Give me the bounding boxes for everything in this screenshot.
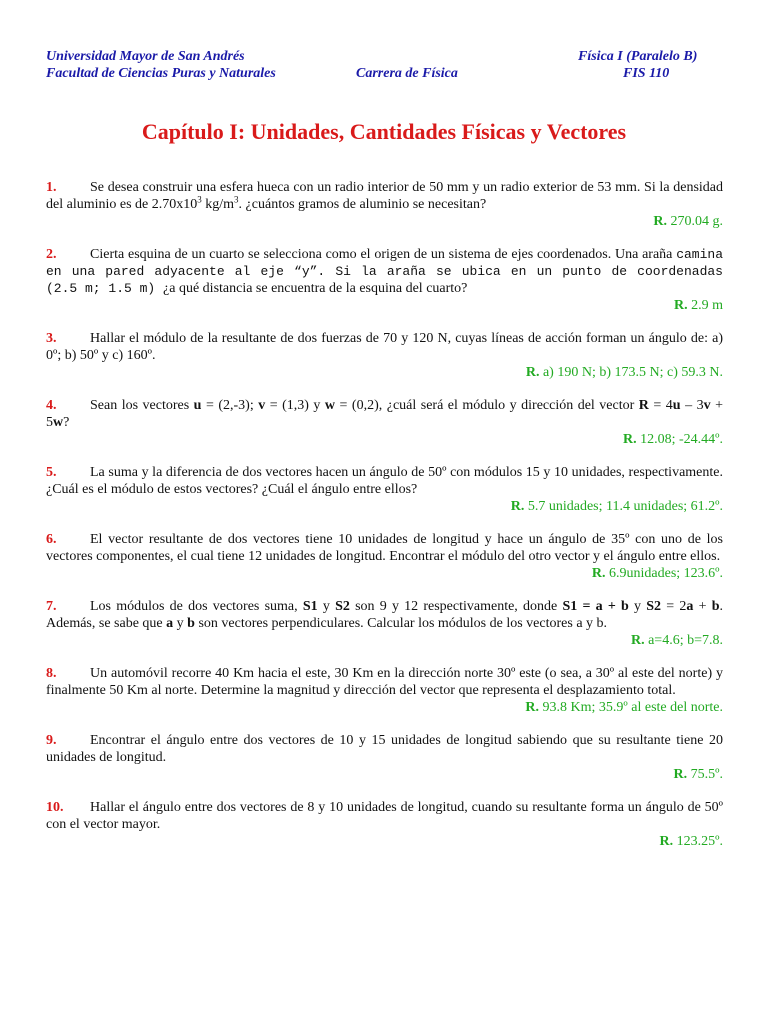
problem-text xyxy=(46,799,723,833)
answer-label: R. xyxy=(673,767,688,782)
problem-text-part: y xyxy=(173,616,188,631)
problem-8 xyxy=(46,665,723,716)
vector-equation: S1 = a + b xyxy=(562,599,629,614)
vector-symbol: v xyxy=(258,398,266,413)
problem-text-part: = (0,2), ¿cuál será el módulo y dirección del vector xyxy=(335,398,639,413)
problem-answer xyxy=(46,565,723,582)
problem-text-part: = (1,3) y xyxy=(265,398,325,413)
problem-6 xyxy=(46,531,723,582)
answer-value: 93.8 Km; 35.9º al este del norte. xyxy=(542,700,723,715)
problem-text xyxy=(46,665,723,699)
problem-number: 3. xyxy=(46,331,57,346)
problem-text-part: camina en una pared adyacente al eje “y”. Si la araña se ubica en un punto de coordenadas (2.5 m; 1.5 m) xyxy=(46,247,723,296)
vector-symbol: a xyxy=(166,616,174,631)
answer-label: R. xyxy=(653,214,667,229)
problem-answer xyxy=(46,766,723,783)
vector-symbol: R xyxy=(638,398,649,413)
answer-label: R. xyxy=(591,566,606,581)
answer-value: 75.5º. xyxy=(690,767,723,782)
answer-label: R. xyxy=(525,700,540,715)
problem-number: 6. xyxy=(46,532,57,547)
problem-list xyxy=(46,179,723,866)
problem-number: 2. xyxy=(46,247,57,262)
problem-text xyxy=(46,598,723,632)
problem-text xyxy=(46,330,723,364)
problem-answer xyxy=(46,364,723,381)
answer-value: 6.9unidades; 123.6º. xyxy=(609,566,723,581)
problem-answer xyxy=(46,498,723,515)
problem-text-part: kg/m xyxy=(201,197,235,212)
problem-text-part: = 2 xyxy=(661,599,687,614)
problem-answer xyxy=(46,699,723,716)
answer-value: a=4.6; b=7.8. xyxy=(648,633,723,648)
problem-text-part: . Además, se sabe que xyxy=(46,599,723,631)
answer-value: a) 190 N; b) 173.5 N; c) 59.3 N. xyxy=(542,365,723,380)
problem-text-part: = (2,-3); xyxy=(201,398,259,413)
answer-value: 270.04 g. xyxy=(670,214,723,229)
problem-text-part: y xyxy=(317,599,336,614)
answer-label: R. xyxy=(622,432,637,447)
header-career: Carrera de Física xyxy=(356,66,458,81)
problem-answer xyxy=(46,833,723,850)
problem-answer xyxy=(46,431,723,448)
vector-symbol: u xyxy=(193,398,202,413)
answer-value: 5.7 unidades; 11.4 unidades; 61.2º. xyxy=(527,499,723,514)
problem-9 xyxy=(46,732,723,783)
problem-text-part: y xyxy=(628,599,647,614)
header-university: Universidad Mayor de San Andrés xyxy=(46,49,245,64)
problem-text-part: – 3 xyxy=(680,398,704,413)
problem-number: 9. xyxy=(46,733,57,748)
answer-value: 123.25º. xyxy=(676,834,723,849)
problem-text-part: Se desea construir una esfera hueca con un radio interior de 50 mm y un radio exterior de 53 mm. Si la densidad del aluminio es de 2.70x10 xyxy=(46,180,723,212)
problem-answer xyxy=(46,213,723,230)
problem-text-part: ? xyxy=(63,415,70,430)
vector-symbol: u xyxy=(672,398,681,413)
problem-answer xyxy=(46,632,723,649)
problem-10 xyxy=(46,799,723,850)
superscript: 3 xyxy=(197,194,202,205)
problem-text-part: . ¿cuántos gramos de aluminio se necesitan? xyxy=(238,197,487,212)
problem-text-part: Cierta esquina de un cuarto se selecciona como el origen de un sistema de ejes coordenados. Una araña xyxy=(90,247,677,262)
answer-value: 2.9 m xyxy=(691,298,723,313)
header-course: Física I (Paralelo B) xyxy=(578,49,698,64)
problem-7 xyxy=(46,598,723,649)
problem-number: 10. xyxy=(46,800,64,815)
problem-number: 8. xyxy=(46,666,57,681)
answer-label: R. xyxy=(525,365,540,380)
vector-symbol: b xyxy=(187,616,195,631)
problem-text-part: son vectores perpendiculares. Calcular los módulos de los vectores a y b. xyxy=(194,616,608,631)
problem-text-part: Los módulos de dos vectores suma, xyxy=(90,599,303,614)
problem-text-part: = 4 xyxy=(648,398,673,413)
chapter-title: Capítulo I: Unidades, Cantidades Físicas y Vectores xyxy=(141,119,627,144)
problem-3 xyxy=(46,330,723,381)
problem-answer xyxy=(46,297,723,314)
vector-symbol: S2 xyxy=(646,599,662,614)
problem-text xyxy=(46,397,723,431)
problem-text-part: + xyxy=(693,599,712,614)
vector-symbol: S2 xyxy=(335,599,350,614)
problem-text xyxy=(46,179,723,213)
problem-text-part: Un automóvil recorre 40 Km hacia el este, 30 Km en la dirección norte 30º este (o sea, a 30º al este del norte) y finalmente 50 Km al norte. Determine la magnitud y dirección del vector que representa el desplazamiento total. xyxy=(46,666,723,698)
problem-text-part: Encontrar el ángulo entre dos vectores de 10 y 15 unidades de longitud sabiendo que su resultante tiene 20 unidades de longitud. xyxy=(46,733,723,765)
problem-text-part: La suma y la diferencia de dos vectores hacen un ángulo de 50º con módulos 15 y 10 unidades, respectivamente. ¿Cuál es el módulo de estos vectores? ¿Cuál el ángulo entre ellos? xyxy=(46,465,723,497)
problem-text-part: Sean los vectores xyxy=(90,398,194,413)
problem-number: 7. xyxy=(46,599,57,614)
answer-label: R. xyxy=(673,298,688,313)
problem-number: 5. xyxy=(46,465,57,480)
problem-text-part: ¿a qué distancia se encuentra de la esquina del cuarto? xyxy=(163,281,468,296)
problem-text-part: son 9 y 12 respectivamente, donde xyxy=(349,599,563,614)
problem-4 xyxy=(46,397,723,448)
problem-number: 4. xyxy=(46,398,57,413)
header-code: FIS 110 xyxy=(623,66,670,81)
problem-1 xyxy=(46,179,723,230)
problem-text-part: Hallar el módulo de la resultante de dos fuerzas de 70 y 120 N, cuyas líneas de acción forman un ángulo de: a) 0º; b) 50º y c) 160º. xyxy=(46,331,723,363)
problem-5 xyxy=(46,464,723,515)
problem-number: 1. xyxy=(46,180,57,195)
vector-symbol: w xyxy=(53,415,64,430)
problem-text xyxy=(46,246,723,297)
answer-label: R. xyxy=(659,834,674,849)
problem-text-part: Hallar el ángulo entre dos vectores de 8 y 10 unidades de longitud, cuando su resultante forma un ángulo de 50º con el vector mayor. xyxy=(46,800,723,832)
problem-2 xyxy=(46,246,723,314)
problem-text-part: El vector resultante de dos vectores tiene 10 unidades de longitud y hace un ángulo de 35º con uno de los vectores componentes, el cual tiene 12 unidades de longitud. Encontrar el módulo del otro vector y el ángulo entre ellos. xyxy=(46,532,723,564)
vector-symbol: b xyxy=(711,599,720,614)
vector-symbol: v xyxy=(703,398,711,413)
superscript: 3 xyxy=(234,194,239,205)
answer-value: 12.08; -24.44º. xyxy=(640,432,723,447)
problem-text xyxy=(46,464,723,498)
answer-label: R. xyxy=(630,633,645,648)
vector-symbol: a xyxy=(686,599,694,614)
problem-text-part: + 5 xyxy=(46,398,723,430)
problem-text xyxy=(46,531,723,565)
vector-symbol: S1 xyxy=(302,599,318,614)
vector-symbol: w xyxy=(324,398,336,413)
answer-label: R. xyxy=(510,499,525,514)
header-faculty: Facultad de Ciencias Puras y Naturales xyxy=(46,66,276,81)
problem-text xyxy=(46,732,723,766)
